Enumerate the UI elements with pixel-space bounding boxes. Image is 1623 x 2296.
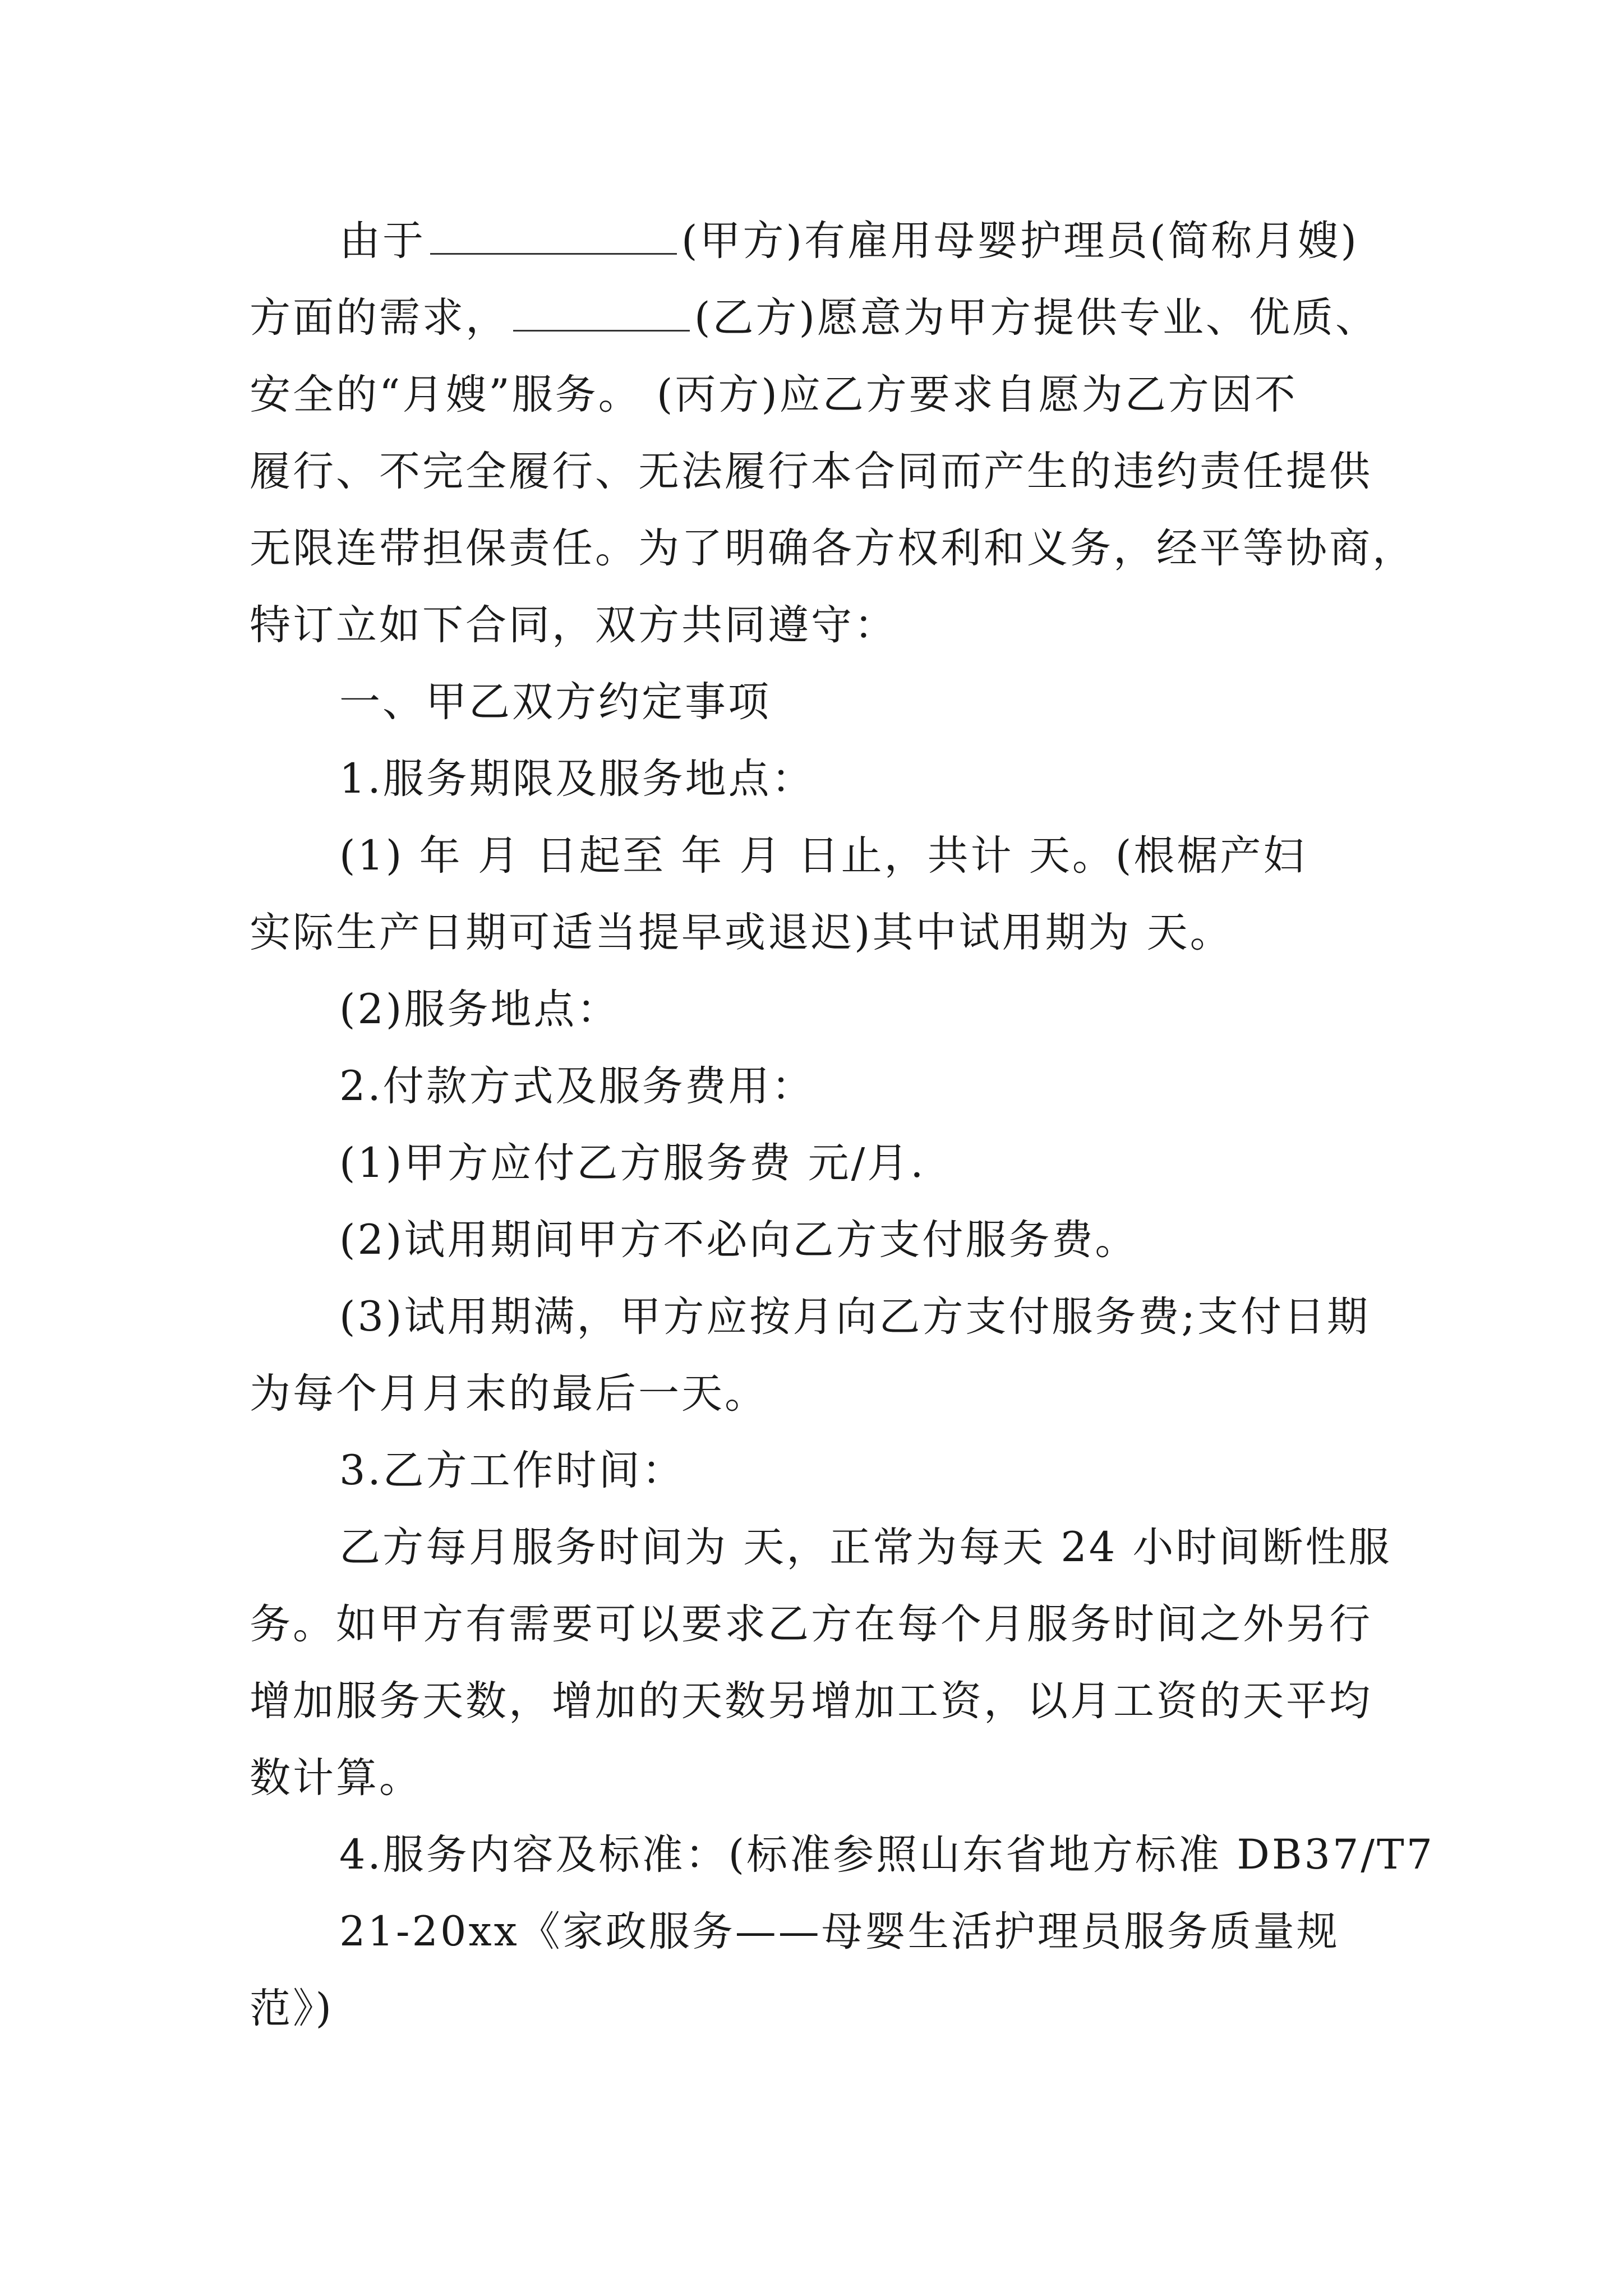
party-b-blank	[513, 297, 690, 332]
intro-text: (甲方)有雇用母婴护理员(简称月嫂)	[681, 217, 1359, 265]
item-3-line-c: 增加服务天数，增加的天数另增加工资，以月工资的天平均	[250, 1677, 1372, 1725]
item-4-line-a: 4.服务内容及标准：(标准参照山东省地方标准 DB37/T7	[339, 1831, 1435, 1879]
intro-text: 由于	[339, 217, 426, 265]
item-3-line-b: 务。如甲方有需要可以要求乙方在每个月服务时间之外另行	[250, 1600, 1372, 1648]
item-1-1-line-a: (1) 年 月 日起至 年 月 日止，共计 天。(根椐产妇	[339, 832, 1307, 880]
intro-line-5: 无限连带担保责任。为了明确各方权利和义务，经平等协商，	[250, 524, 1415, 572]
item-2-title: 2.付款方式及服务费用：	[339, 1062, 815, 1110]
item-3-line-a: 乙方每月服务时间为 天，正常为每天 24 小时间断性服	[339, 1524, 1392, 1571]
intro-text: 方面的需求，	[250, 294, 509, 342]
party-a-blank	[430, 220, 677, 255]
item-2-3-line-a: (3)试用期满，甲方应按月向乙方支付服务费;支付日期	[339, 1293, 1370, 1341]
intro-line-1	[339, 216, 1359, 266]
intro-line-3: 安全的“月嫂”服务。 (丙方)应乙方要求自愿为乙方因不	[250, 371, 1298, 418]
section-1-title: 一、甲乙双方约定事项	[339, 678, 771, 726]
item-1-2: (2)服务地点：	[339, 986, 620, 1033]
item-2-1: (1)甲方应付乙方服务费 元/月.	[339, 1139, 926, 1187]
item-3-line-d: 数计算。	[250, 1754, 422, 1802]
item-2-3-line-b: 为每个月月末的最后一天。	[250, 1370, 768, 1418]
intro-line-6: 特订立如下合同，双方共同遵守：	[250, 601, 897, 649]
item-3-title: 3.乙方工作时间：	[339, 1447, 685, 1494]
item-2-2: (2)试用期间甲方不必向乙方支付服务费。	[339, 1216, 1138, 1264]
item-4-line-c: 范》)	[250, 1985, 334, 2032]
item-1-title: 1.服务期限及服务地点：	[339, 755, 815, 803]
item-4-line-b: 21-20xx《家政服务——母婴生活护理员服务质量规	[339, 1908, 1340, 1955]
intro-line-2	[250, 293, 1378, 343]
intro-line-4: 履行、不完全履行、无法履行本合同而产生的违约责任提供	[250, 448, 1372, 495]
item-1-1-line-b: 实际生产日期可适当提早或退迟)其中试用期为 天。	[250, 909, 1233, 956]
intro-text: (乙方)愿意为甲方提供专业、优质、	[694, 294, 1378, 342]
